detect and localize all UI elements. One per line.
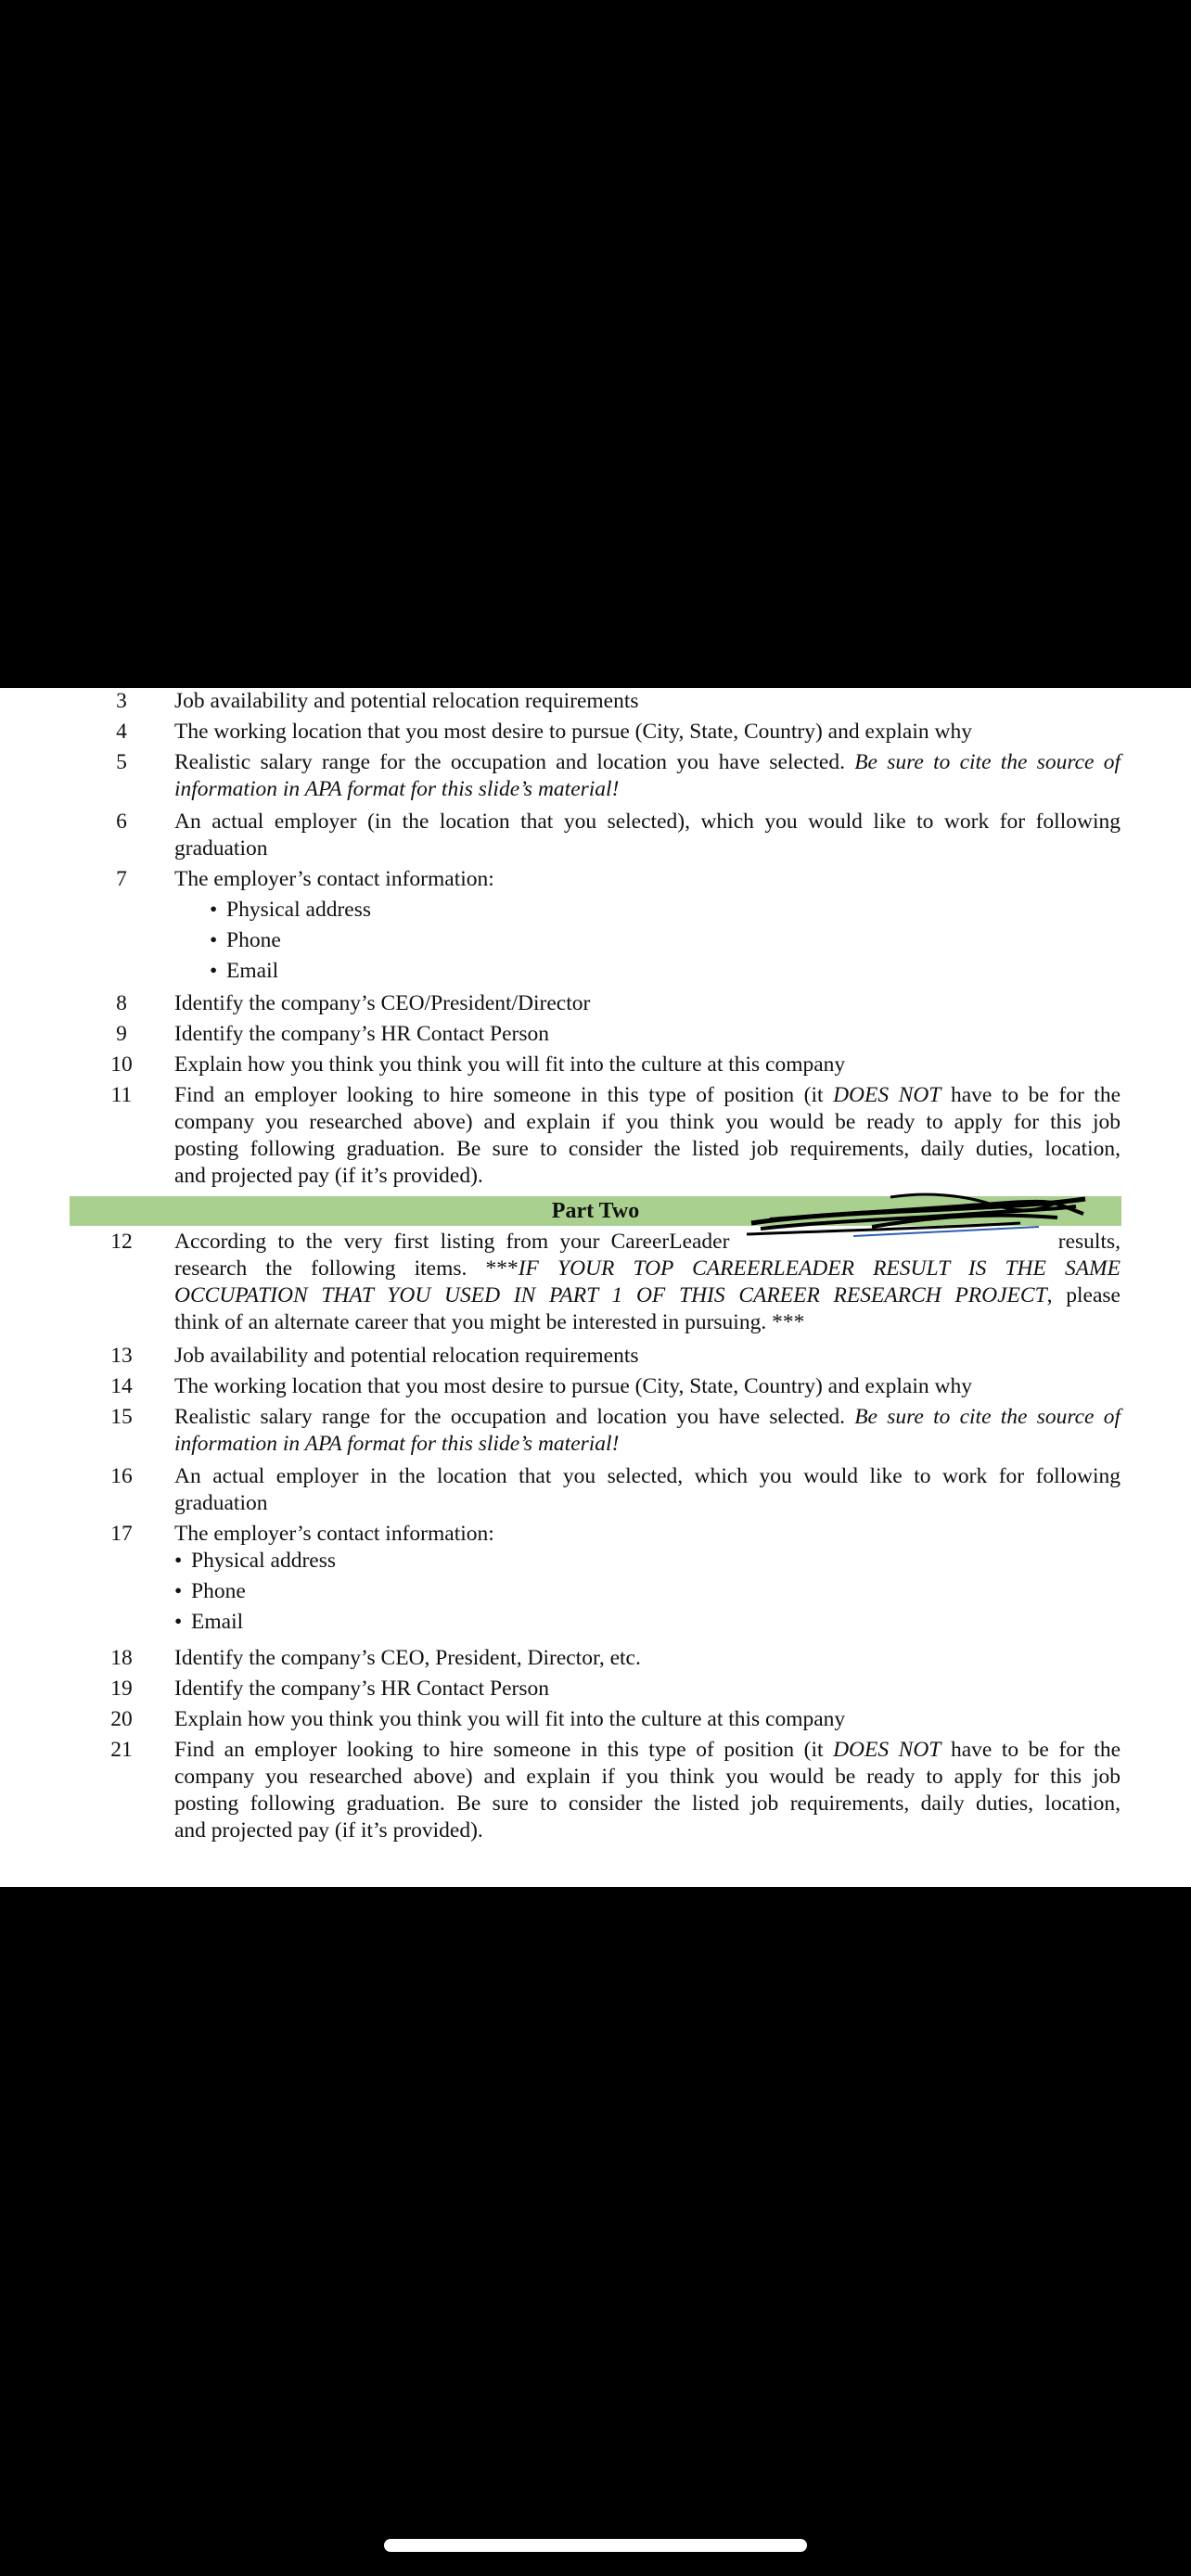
item-number: 19 — [110, 1677, 133, 1701]
item-text: research the following items. *** — [174, 1256, 519, 1281]
item-italic-note: information in APA format for this slide’s material! — [174, 1432, 620, 1456]
item-text: have to be for the — [950, 1738, 1121, 1762]
item-text: The working location that you most desire to pursue (City, State, Country) and explain why — [174, 1374, 972, 1398]
item-text: posting following graduation. Be sure to consider the listed job requirements, daily duties, location, — [174, 1137, 1121, 1161]
item-text: Find an employer looking to hire someone in this type of position (it — [174, 1738, 824, 1762]
item-text: graduation — [174, 836, 268, 861]
item-italic-note: information in APA format for this slide’s material! — [174, 777, 620, 801]
item-text: company you researched above) and explain if you think you would be ready to apply for this job — [174, 1110, 1121, 1134]
item-text: Identify the company’s HR Contact Person — [174, 1677, 549, 1701]
bullet-item: Email — [226, 959, 279, 983]
item-text: and projected pay (if it’s provided). — [174, 1818, 483, 1843]
item-text: Explain how you think you think you will fit into the culture at this company — [174, 1707, 846, 1731]
item-number: 17 — [110, 1522, 133, 1546]
item-text: Find an employer looking to hire someone in this type of position (it — [174, 1083, 824, 1107]
part-two-banner: Part Two — [70, 1196, 1121, 1226]
item-number: 21 — [110, 1738, 133, 1762]
item-text: An actual employer (in the location that you selected), which you would like to work for following — [174, 810, 1121, 834]
item-text: Identify the company’s CEO/President/Director — [174, 991, 591, 1015]
document-page: 3 Job availability and potential relocation requirements 4 The working location that you most desire to pursue (City, State, Country) and explain why 5 Realistic salary range for the occupation and location you have selected. Be sure to cite the source of information in APA format for this slide’s material! 6 An actual employer (in the location that you selected), which you would like to work for following graduation 7 The employer’s contact information: • Physical address • Phone • Email 8 Identify the company’s CEO/President/Director 9 Identify the company’s HR Contact Person 10 Explain how you think you think you will fit into the culture at this company 11 Find an employer looking to hire someone in this type of position (it DOES NOT have to be for the company you researched above) and explain if you think you would be ready to apply for this job posting following graduation. Be sure to consider the listed job requirements, daily duties, location, and projected pay (if it’s provided). Part Two 12 According to the very first listing from your CareerLeader results, research the following items. ***IF YOUR TOP CAREERLEADER RESULT IS THE SAME OCCUPATION THAT YOU USED IN PART 1 OF THIS CAREER RESEARCH PROJECT, please think of an alternate career that you might be interested in pursuing. *** 13 Job availability and potential relocation requirements 14 The working location that you most desire to pursue (City, State, Country) and explain why 15 Realistic salary range for the occupation and location you have selected. Be sure to cite the source of information in APA format for this slide’s material! 16 An actual employer in the location that you selected, which you would like to work for following graduation 17 The employer’s contact information: • Physical address • Phone • Email 18 Identify the company’s CEO, President, Director, etc. 19 Identify the company’s HR Contact Person 20 Explain how you think you think you will fit into the culture at this company 21 Find an employer looking to hire someone in this type of position (it DOES NOT have to be for the company you researched above) and explain if you think you would be ready to apply for this job posting following graduation. Be sure to consider the listed job requirements, daily duties, location, and projected pay (if it’s provided). — [0, 688, 1191, 1887]
item-number: 18 — [110, 1646, 133, 1670]
item-number: 15 — [110, 1405, 133, 1429]
item-text: Job availability and potential relocation requirements — [174, 1344, 639, 1368]
item-text: According to the very first listing from your CareerLeader — [174, 1230, 730, 1254]
bullet-item: Physical address — [191, 1549, 336, 1573]
bullet-item: Phone — [226, 928, 281, 952]
item-text: Identify the company’s CEO, President, Director, etc. — [174, 1646, 641, 1670]
item-number: 20 — [110, 1707, 133, 1731]
item-number: 8 — [116, 991, 127, 1015]
item-emphasis: IF YOUR TOP CAREERLEADER RESULT IS THE SAME — [518, 1256, 1121, 1281]
item-text: Realistic salary range for the occupation and location you have selected. — [174, 750, 845, 774]
item-number: 6 — [116, 810, 127, 834]
home-indicator[interactable] — [384, 2539, 807, 2552]
item-number: 16 — [110, 1464, 133, 1488]
item-text: and projected pay (if it’s provided). — [174, 1164, 483, 1188]
item-number: 3 — [116, 689, 127, 713]
item-text: think of an alternate career that you might be interested in pursuing. *** — [174, 1310, 805, 1334]
item-text: results, — [1057, 1230, 1121, 1254]
item-number: 9 — [116, 1022, 127, 1046]
item-text: company you researched above) and explain if you think you would be ready to apply for this job — [174, 1765, 1121, 1789]
item-emphasis: DOES NOT — [833, 1083, 941, 1107]
item-text: , please — [1046, 1283, 1121, 1307]
item-italic-note: Be sure to cite the source of — [854, 750, 1121, 774]
item-text: Job availability and potential relocation requirements — [174, 689, 639, 713]
item-emphasis: OCCUPATION THAT YOU USED IN PART 1 OF THIS CAREER RESEARCH PROJECT — [174, 1283, 1047, 1307]
item-text: The employer’s contact information: — [174, 1522, 494, 1546]
item-number: 10 — [110, 1052, 133, 1077]
item-number: 5 — [116, 750, 127, 774]
item-text: graduation — [174, 1491, 268, 1515]
item-number: 12 — [110, 1230, 133, 1254]
item-number: 7 — [116, 867, 127, 891]
item-text: The working location that you most desire to pursue (City, State, Country) and explain why — [174, 720, 972, 744]
item-text: Explain how you think you think you will fit into the culture at this company — [174, 1052, 846, 1077]
redaction-scribble — [742, 1186, 1095, 1251]
item-text: The employer’s contact information: — [174, 867, 494, 891]
bullet-item: Phone — [191, 1579, 246, 1603]
item-italic-note: Be sure to cite the source of — [854, 1405, 1121, 1429]
item-text: An actual employer in the location that you selected, which you would like to work for following — [174, 1464, 1121, 1488]
item-number: 11 — [110, 1083, 133, 1107]
item-text: Realistic salary range for the occupation and location you have selected. — [174, 1405, 845, 1429]
bullet-item: Email — [191, 1610, 244, 1634]
item-emphasis: DOES NOT — [833, 1738, 941, 1762]
item-text: have to be for the — [950, 1083, 1121, 1107]
item-number: 14 — [110, 1374, 133, 1398]
item-text: Identify the company’s HR Contact Person — [174, 1022, 549, 1046]
item-number: 4 — [116, 720, 127, 744]
item-text: posting following graduation. Be sure to consider the listed job requirements, daily duties, location, — [174, 1792, 1121, 1816]
item-number: 13 — [110, 1344, 133, 1368]
bullet-item: Physical address — [226, 898, 371, 922]
